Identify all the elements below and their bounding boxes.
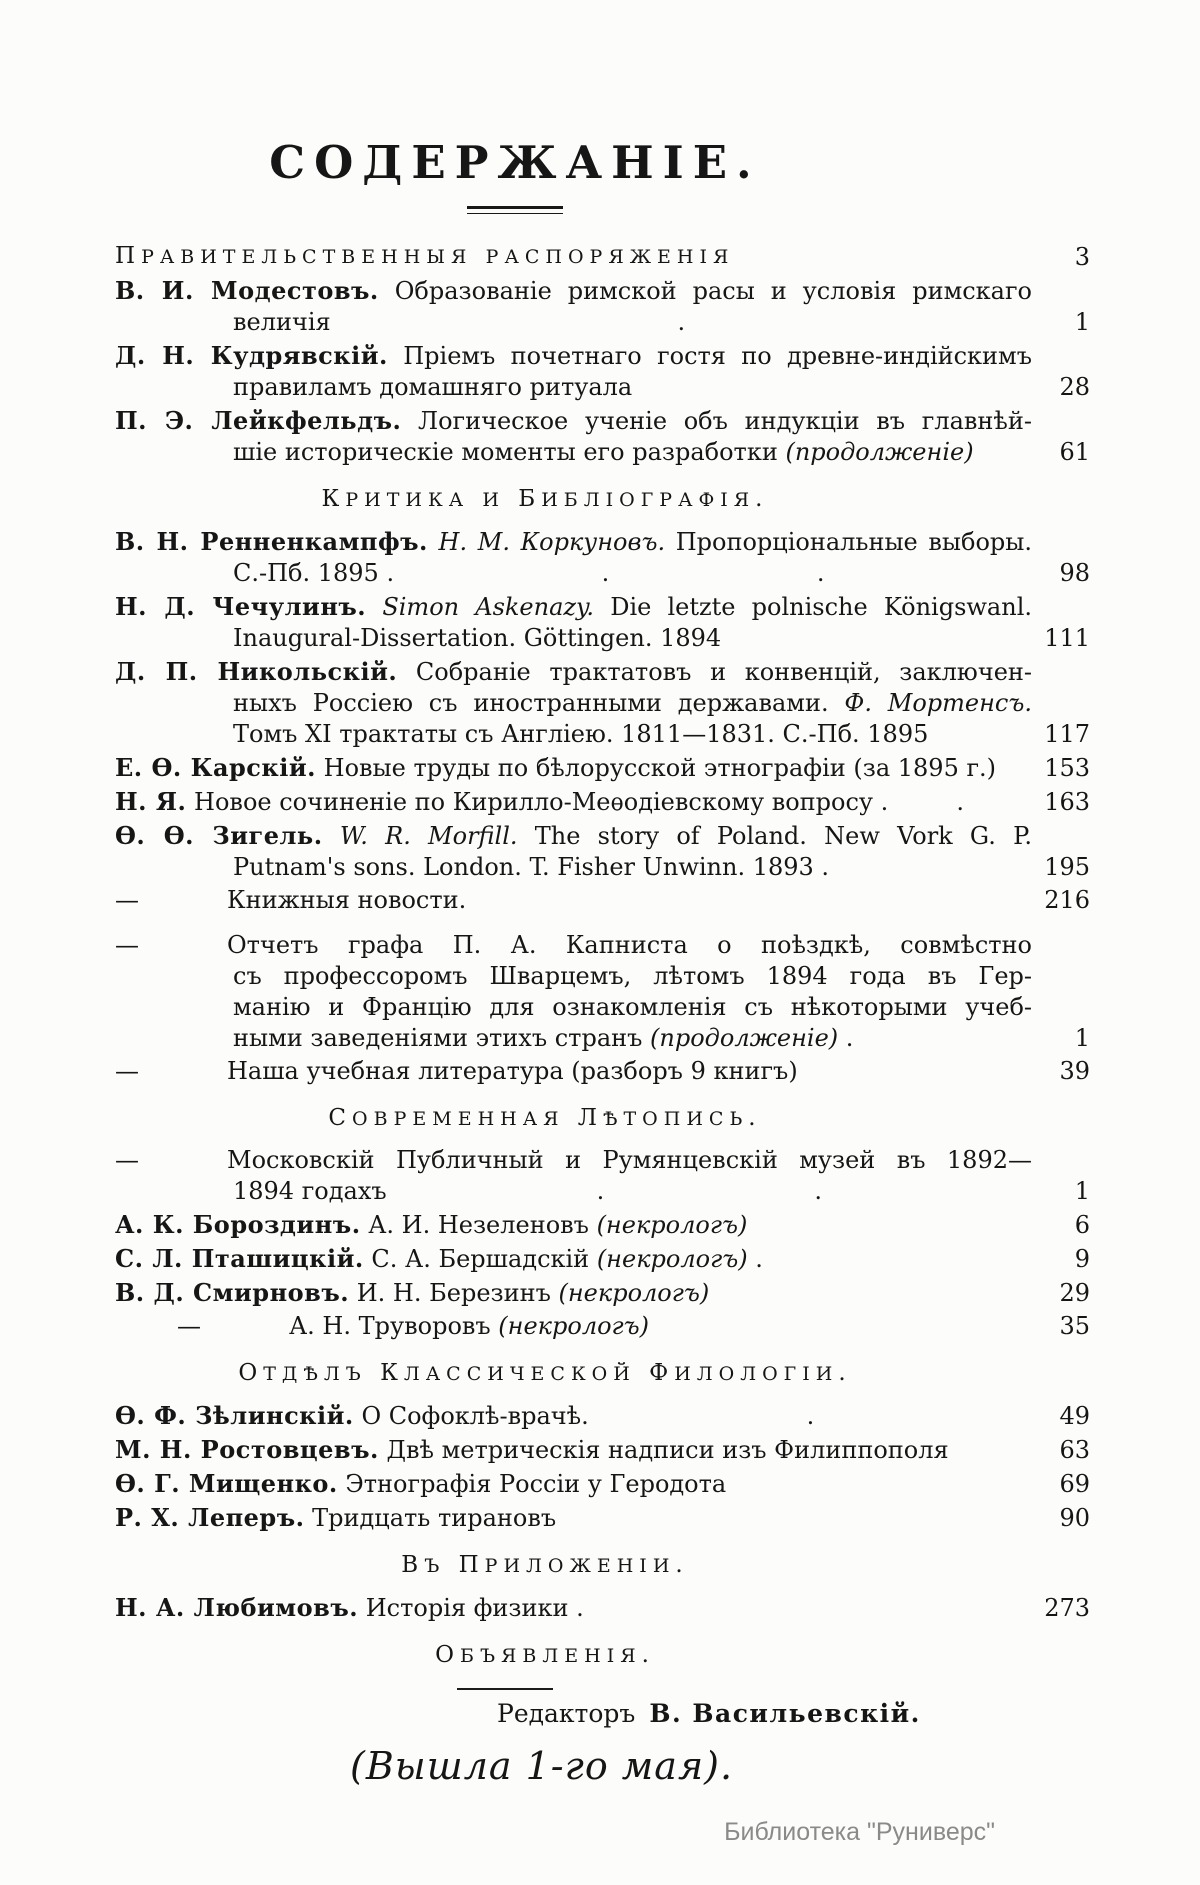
- editor-label: Редакторъ: [497, 1698, 636, 1728]
- page-number: 69: [1059, 1469, 1090, 1498]
- entry-line: Д. П. Никольскій. Собраніе трактатовъ и конвенцій, заключен-: [115, 656, 1032, 686]
- page-number: 163: [1044, 787, 1090, 816]
- entry-line: Томъ XI трактаты съ Англіею. 1811—1831. С.-Пб. 1895: [233, 719, 929, 748]
- toc-entry: [115, 820, 1090, 883]
- section-heading: ВЪ ПРИЛОЖЕНІИ.: [401, 1551, 689, 1578]
- entry-line: ными заведеніями этихъ странъ (продолженіе) .: [233, 1023, 854, 1052]
- entry-line: М. Н. Ростовцевъ. Двѣ метрическія надписи изъ Филиппополя: [115, 1434, 949, 1464]
- entry-line: Inaugural-Dissertation. Göttingen. 1894: [233, 623, 722, 652]
- entry-line: величія .: [233, 307, 1032, 338]
- leader-dots: .: [677, 307, 686, 336]
- entry-line: — Отчетъ графа П. А. Капниста о поѣздкѣ, совмѣстно: [115, 930, 1032, 959]
- toc-entry: [115, 1434, 1090, 1466]
- page-number: 9: [1074, 1244, 1090, 1273]
- section-heading: ОБЪЯВЛЕНІЯ.: [435, 1641, 655, 1668]
- entry-line: П. Э. Лейкфельдъ. Логическое ученіе объ индукціи въ главнѣй-: [115, 405, 1032, 435]
- entry-line: шіе историческіе моменты его разработки (продолженіе): [233, 437, 974, 466]
- page-number: 1: [1074, 307, 1090, 336]
- toc-entry: [115, 1592, 1090, 1624]
- entry-line: Putnam's sons. London. T. Fisher Unwinn. 1893 .: [233, 852, 830, 881]
- toc: [115, 240, 1090, 1672]
- entry-line: Ѳ. Ѳ. Зигель. W. R. Morfill. The story of Poland. New Vork G. P.: [115, 820, 1033, 850]
- entry-line: Н. А. Любимовъ. Исторія физики .: [115, 1592, 584, 1622]
- entry-line: В. И. Модестовъ. Образованіе римской расы и условія римскаго: [115, 275, 1033, 305]
- page-number: 90: [1059, 1503, 1090, 1532]
- toc-entry: [115, 1311, 1090, 1342]
- author-name: Н. Д. Чечулинъ.: [115, 591, 367, 621]
- toc-entry: [115, 752, 1090, 784]
- page-number: 1: [1074, 1023, 1090, 1052]
- author-name: Н. Я.: [115, 786, 187, 816]
- leader-dots: . .: [601, 558, 825, 587]
- dash-marker: —: [115, 1056, 139, 1085]
- author-name: В. Д. Смирновъ.: [115, 1277, 350, 1307]
- entry-line: ныхъ Россіею съ иностранными державами. Ф. Мортенсъ.: [233, 688, 1032, 717]
- toc-entry: [115, 591, 1090, 654]
- section-heading: ОТДѢЛЪ КЛАССИЧЕСКОЙ ФИЛОЛОГІИ.: [238, 1359, 852, 1386]
- leader-dots: .: [806, 1401, 815, 1430]
- author-name: Д. П. Никольскій.: [115, 656, 398, 686]
- page-number: 35: [1059, 1311, 1090, 1340]
- entry-line: С.-Пб. 1895 . . .: [233, 558, 1032, 589]
- entry-line: В. Н. Ренненкампфъ. Н. М. Коркуновъ. Пропорціональные выборы.: [115, 526, 1033, 556]
- leader-dots: .: [956, 787, 964, 816]
- author-name: Ѳ. Г. Мищенко.: [115, 1468, 338, 1498]
- entry-line: съ профессоромъ Шварцемъ, лѣтомъ 1894 года въ Гер-: [233, 961, 1032, 990]
- footer-rule: [457, 1688, 553, 1690]
- toc-entry: [115, 1277, 1090, 1309]
- toc-entry: [115, 1209, 1090, 1241]
- issue-note: (Вышла 1-го мая).: [350, 1743, 734, 1788]
- entry-line: — Наша учебная литература (разборъ 9 книгъ): [115, 1056, 798, 1085]
- page-number: 273: [1044, 1593, 1090, 1622]
- entry-line: ПРАВИТЕЛЬСТВЕННЫЯ РАСПОРЯЖЕНІЯ: [115, 242, 735, 269]
- entry-line: — Книжныя новости.: [115, 885, 467, 914]
- author-name: В. И. Модестовъ.: [115, 275, 379, 305]
- author-name: С. Л. Пташицкій.: [115, 1243, 364, 1273]
- page-number: 117: [1044, 719, 1090, 748]
- editor-line: [497, 1698, 1090, 1730]
- section-heading: СОВРЕМЕННАЯ ЛѢТОПИСЬ.: [328, 1104, 762, 1131]
- dash-marker: —: [115, 930, 139, 959]
- toc-entry: [115, 405, 1090, 468]
- author-name: А. К. Бороздинъ.: [115, 1209, 361, 1239]
- page-number: 6: [1074, 1210, 1090, 1239]
- entry-line: 1894 годахъ . .: [233, 1176, 1032, 1207]
- author-name: Д. Н. Кудрявскій.: [115, 340, 388, 370]
- toc-entry: [115, 1468, 1090, 1500]
- editor-name: В. Васильевскій.: [649, 1698, 921, 1728]
- page-title: СОДЕРЖАНІЕ.: [269, 136, 761, 189]
- title-block: [115, 138, 915, 214]
- toc-entry: [115, 240, 1090, 273]
- section-heading: КРИТИКА И БИБЛІОГРАФІЯ.: [321, 485, 769, 512]
- page-number: 39: [1059, 1056, 1090, 1085]
- toc-entry: [115, 275, 1090, 338]
- page-number: 61: [1059, 437, 1090, 466]
- toc-entry: [115, 526, 1090, 589]
- page-number: 195: [1044, 852, 1090, 881]
- author-name: Р. Х. Леперъ.: [115, 1502, 305, 1532]
- toc-entry: [115, 1502, 1090, 1534]
- toc-entry: [115, 656, 1090, 750]
- title-rule: [467, 206, 563, 214]
- author-name: М. Н. Ростовцевъ.: [115, 1434, 379, 1464]
- entry-line: Ѳ. Г. Мищенко. Этнографія Россіи у Геродота: [115, 1468, 727, 1498]
- dash-marker: —: [177, 1311, 201, 1340]
- entry-line: манію и Францію для ознакомленія съ нѣкоторыми учеб-: [233, 992, 1032, 1021]
- author-name: Е. Ѳ. Карскій.: [115, 752, 317, 782]
- page-number: 153: [1044, 753, 1090, 782]
- toc-entry: [115, 1243, 1090, 1275]
- entry-line: Р. Х. Леперъ. Тридцать тирановъ: [115, 1502, 557, 1532]
- toc-entry: [115, 340, 1090, 403]
- page-number: 49: [1059, 1401, 1090, 1430]
- entry-line: В. Д. Смирновъ. И. Н. Березинъ (некрологъ): [115, 1277, 710, 1307]
- watermark: Библиотека "Руниверс": [724, 1818, 995, 1846]
- toc-entry: [115, 1056, 1090, 1087]
- page-number: 98: [1059, 558, 1090, 587]
- toc-entry: [115, 1145, 1090, 1207]
- toc-entry: [115, 1400, 1090, 1432]
- dash-marker: —: [115, 1145, 139, 1174]
- page-number: 1: [1074, 1176, 1090, 1205]
- author-name: Ѳ. Ѳ. Зигель.: [115, 820, 323, 850]
- toc-entry: [115, 786, 1090, 818]
- author-name: П. Э. Лейкфельдъ.: [115, 405, 402, 435]
- leader-dots: . .: [596, 1176, 822, 1205]
- page-number: 63: [1059, 1435, 1090, 1464]
- toc-entry: [115, 930, 1090, 1054]
- entry-line: Д. Н. Кудрявскій. Пріемъ почетнаго гостя по древне-индійскимъ: [115, 340, 1032, 370]
- entry-line: — Московскій Публичный и Румянцевскій музей въ 1892—: [115, 1145, 1032, 1174]
- entry-line: Е. Ѳ. Карскій. Новые труды по бѣлорусской этнографіи (за 1895 г.): [115, 752, 997, 782]
- entry-line: Н. Д. Чечулинъ. Simon Askenazy. Die letzte polnische Königswanl.: [115, 591, 1032, 621]
- page-number: 28: [1059, 372, 1090, 401]
- entry-line: А. К. Бороздинъ. А. И. Незеленовъ (некрологъ): [115, 1209, 748, 1239]
- entry-line: правиламъ домашняго ритуала: [233, 372, 633, 401]
- entry-line: — А. Н. Труворовъ (некрологъ): [177, 1311, 650, 1340]
- author-name: Н. А. Любимовъ.: [115, 1592, 359, 1622]
- page-number: 29: [1059, 1278, 1090, 1307]
- page-number: 3: [1074, 242, 1090, 271]
- entry-line: Н. Я. Новое сочиненіе по Кирилло-Меѳодіевскому вопросу . .: [115, 786, 1032, 818]
- page-number: 216: [1044, 885, 1090, 914]
- entry-line: С. Л. Пташицкій. С. А. Бершадскій (некрологъ) .: [115, 1243, 763, 1273]
- entry-line: Ѳ. Ф. Зѣлинскій. О Софоклѣ-врачѣ. .: [115, 1400, 1032, 1432]
- toc-entry: [115, 885, 1090, 916]
- dash-marker: —: [115, 885, 139, 914]
- page-number: 111: [1044, 623, 1090, 652]
- author-name: Ѳ. Ф. Зѣлинскій.: [115, 1400, 354, 1430]
- author-name: В. Н. Ренненкампфъ.: [115, 526, 428, 556]
